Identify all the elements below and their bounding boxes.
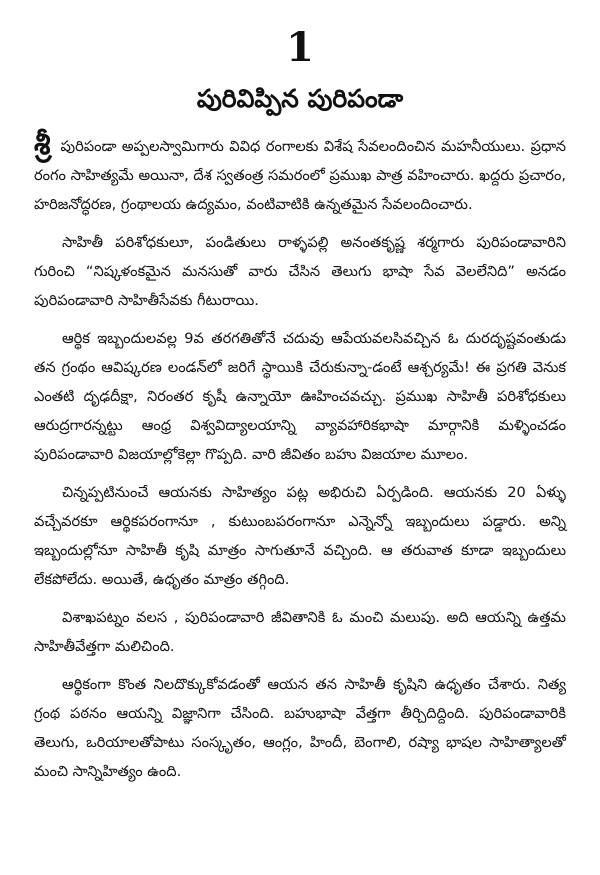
- chapter-number: 1: [286, 24, 314, 71]
- chapter-title: పురివిప్పిన పురిపండా: [196, 84, 404, 113]
- paragraph-6: ఆర్థికంగా కొంత నిలదొక్కుకోవడంతో ఆయన తన సాహితీ కృషిని ఉధృతం చేశారు. నిత్య గ్రంథ పఠనం ఆయన్ని విజ్ఞానిగా చేసింది. బహుభాషా వేత్తగా తీర్చిదిద్దింది. పురిపండావారికి తెలుగు, ఒరియాలతోపాటు సంస్కృతం, ఆంగ్లం, హిందీ, బెంగాలి, రష్యా భాషల సాహిత్యాలతో మంచి సాన్నిహిత్యం ఉంది.: [34, 676, 566, 780]
- paragraph-1: [34, 127, 566, 219]
- drop-cap: శ్రీ: [34, 127, 51, 162]
- paragraph-3: ఆర్థిక ఇబ్బందులవల్ల 9వ తరగతితోనే చదువు ఆపేయవలసివచ్చిన ఓ దురదృష్టవంతుడు తన గ్రంథం ఆవిష్కరణ లండన్‌లో జరిగే స్థాయికి చేరుకున్నా-డంటే ఆశ్చర్యమే! ఈ ప్రగతి వెనుక ఎంతటి దృఢదీక్షా, నిరంతర కృషీ ఉన్నాయో ఊహించవచ్చు. ప్రముఖ సాహితీ పరిశోధకులు ఆరుద్రగారన్నట్టు ఆంధ్ర విశ్వవిద్యాలయాన్ని వ్యావహారికభాషా మార్గానికి మళ్ళించడం పురిపండావారి విజయాల్లోకెల్లా గొప్పది. వారి జీవితం బహు విజయాల మూలం.: [34, 330, 566, 463]
- paragraph-2: సాహితీ పరిశోధకులూ, పండితులు రాళ్ళపల్లి అనంతకృష్ణ శర్మగారు పురిపండావారిని గురించి “నిష్కళంకమైన మనసుతో వారు చేసిన తెలుగు భాషా సేవ వెలలేనిది” అనడం పురిపండావారి సాహితీసేవకు గీటురాయి.: [34, 234, 566, 309]
- paragraph-4: చిన్నప్పటినుంచే ఆయనకు సాహిత్యం పట్ల అభిరుచి ఏర్పడింది. ఆయనకు 20 ఏళ్ళు వచ్చేవరకూ ఆర్థికపరంగానూ , కుటుంబపరంగానూ ఎన్నెన్నో ఇబ్బందులు పడ్డారు. అన్ని ఇబ్బందుల్లోనూ సాహితీ కృషి మాత్రం సాగుతూనే వచ్చింది. ఆ తరువాత కూడా ఇబ్బందులు లేకపోలేదు. అయితే, ఉధృతం మాత్రం తగ్గింది.: [34, 484, 566, 588]
- paragraph-text: పురిపండా అప్పలస్వామిగారు వివిధ రంగాలకు విశేష సేవలందించిన మహనీయులు. ప్రధాన రంగం సాహిత్యమే అయినా, దేశ స్వతంత్ర సమరంలో ప్రముఖ పాత్ర వహించారు. ఖద్దరు ప్రచారం, హరిజనోద్ధరణ, గ్రంథాలయ ఉద్యమం, వంటివాటికి ఉన్నతమైన సేవలందించారు.: [34, 138, 566, 213]
- paragraph-5: విశాఖపట్నం వలస , పురిపండావారి జీవితానికి ఓ మంచి మలుపు. అది ఆయన్ని ఉత్తమ సాహితీవేత్తగా మలిచింది.: [34, 609, 566, 655]
